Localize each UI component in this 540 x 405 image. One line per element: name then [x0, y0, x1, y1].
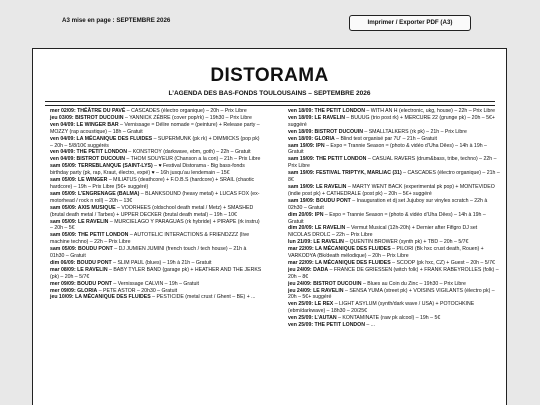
- entry-details: – Inauguration et dj set Jujuboy sur vinyles scratch – 22h à 02h30 – Gratuit: [288, 197, 488, 211]
- agenda-entry: [288, 225, 500, 239]
- entry-details: – PETE ASTOR – 20h30 – Gratuit: [97, 287, 178, 294]
- page-title: DISTORAMA: [210, 65, 329, 86]
- agenda-entry: [50, 294, 262, 301]
- entry-details: – VOORHEES (oldschool death metal / Metz) + SMASHED (brutal death metal / Tarbes) + UPPER DECKER (brutal death metal) – 19h – 10€: [50, 204, 254, 218]
- entry-date-venue: sam 19/09: THE PETIT LONDON: [288, 156, 367, 163]
- entry-details: – SUPERMUNK (pk rk) + DIMMICKS (pop pk) – 20h – 5/8/10€ suggérés: [50, 135, 260, 149]
- entry-details: – YANNICK ZÉBRE (cover pop/rk) – 19h30 – Prix Libre: [123, 114, 252, 121]
- agenda-entry: [50, 177, 262, 191]
- entry-details: – PILORI (Bk hxc crust death, Rouen) + VARKODYA (Bk/death mélodique) – 20h – Prix Libre: [288, 246, 484, 260]
- entry-details: – KONSTROY (darkwave, ebm, goth) – 22h – Gratuit: [126, 149, 251, 156]
- entry-date-venue: sam 05/09: THE PETIT LONDON: [50, 232, 129, 239]
- page-subtitle: L’AGENDA DES BAS-FONDS TOULOUSAINS – SEPTEMBRE 2026: [168, 90, 371, 97]
- divider-bottom: [45, 105, 495, 106]
- agenda-entry: [288, 281, 500, 288]
- print-export-pdf-button[interactable]: Imprimer / Exporter PDF (A3): [349, 15, 471, 31]
- entry-date-venue: mer 02/09: THÉÂTRE DU PAVÉ: [50, 108, 126, 114]
- agenda-entry: [288, 315, 500, 322]
- agenda-entry: [50, 149, 262, 156]
- entry-date-venue: ven 18/09: BISTROT DUCOUIN: [288, 128, 363, 135]
- entry-details: – THOM SOUYEUR (Chanson a la con) – 21h – Prix Libre: [124, 156, 261, 163]
- entry-date-venue: mer 09/09: BOUDU PONT: [50, 280, 112, 287]
- agenda-entry: [50, 246, 262, 260]
- agenda-entry: [288, 260, 500, 267]
- entry-date-venue: jeu 24/09: DADA: [288, 266, 329, 273]
- agenda-entry: [288, 156, 500, 170]
- agenda-entry: [288, 184, 500, 198]
- entry-date-venue: jeu 10/09: LA MÉCANIQUE DES FLUIDES: [50, 294, 151, 301]
- entry-date-venue: sam 05/09: L’ENGRENAGE (BALMA): [50, 190, 140, 197]
- agenda-entry: [288, 198, 500, 212]
- agenda-entry: [288, 115, 500, 129]
- agenda-entry: [50, 281, 262, 288]
- a3-sheet: [32, 48, 507, 405]
- agenda-entry: [50, 191, 262, 205]
- entry-date-venue: sam 19/09: LE RAVELIN: [288, 183, 347, 190]
- entry-details: – CASCADES (électro organique) – 21h – 8€: [288, 170, 500, 184]
- agenda-entry: [288, 212, 500, 226]
- divider-top: [45, 101, 495, 102]
- entry-date-venue: sam 05/09: AXIS MUSIQUE: [50, 204, 116, 211]
- entry-date-venue: mar 22/09: LA MÉCANIQUE DES FLUIDES: [288, 259, 391, 266]
- entry-details: – CASUAL RAVERS (drum&bass, tribe, techno) – 22h – Prix Libre: [288, 156, 497, 170]
- entry-details: – Expo ≈ Trannie Season ≈ (photo & vidéo d’Uha Dêes) – 14h à 19h – Gratuit: [288, 211, 486, 225]
- agenda-entry: [50, 136, 262, 150]
- entry-details: – SENSA YUMA (street pk) + VOISINS VIGILANTS (électro pk) – 20h – 5€+ suggéré: [288, 287, 495, 301]
- entry-date-venue: sam 19/09: FESTIVAL TRIPTYK, MARLIAC (31): [288, 170, 402, 177]
- entry-details: – LIGHT ASYLUM (synth/dark wave / USA) + POTOCHKINE (ebm/darkwave) – 18h30 – 20/25€: [288, 301, 475, 315]
- entry-date-venue: ven 25/09: THE PETIT LONDON: [288, 322, 365, 329]
- agenda-entry: [50, 122, 262, 136]
- entry-date-venue: sam 05/09: LE WINGER: [50, 177, 108, 184]
- entry-date-venue: ven 04/09: LA MÉCANIQUE DES FLUIDES: [50, 135, 153, 142]
- entry-date-venue: dim 20/09: IPN: [288, 211, 324, 218]
- agenda-entry: [288, 246, 500, 260]
- entry-details: – ♥ Festival Distorama - Big bass-fonds birthday party (pk, rap, Kraut, électro, expé) ♥ – 16h jusqu’au lendemain – 15€: [50, 163, 245, 177]
- agenda-entry: [288, 267, 500, 281]
- entry-date-venue: ven 18/09: LE RAVELIN: [288, 114, 345, 121]
- entry-date-venue: mar 22/09: LA MÉCANIQUE DES FLUIDES: [288, 246, 391, 253]
- agenda-entry: [288, 143, 500, 157]
- entry-details: – Vernissage ≈ Délire nomade ≈ (peinture) + Release party – MOZZY (rap acoustique) – 18h – Gratuit: [50, 121, 260, 135]
- agenda-entry: [288, 108, 500, 115]
- entry-date-venue: ven 04/09: LE WINGER BAR: [50, 121, 119, 128]
- entry-details: – DJ JUMIEN JUMINI (french touch / tech house) – 21h à 01h30 – Gratuit: [50, 246, 247, 260]
- entry-date-venue: lun 21/09: LE RAVELIN: [288, 239, 344, 246]
- entry-details: – Vernissage CALVIN – 19h – Gratuit: [111, 280, 199, 287]
- agenda-entry: [288, 288, 500, 302]
- entry-details: – BLANKSOUND (heavy metal) + LUCAS FOX (ex-motorhead / rock n roll) – 20h – 13€: [50, 190, 260, 204]
- entry-date-venue: sam 05/09: TERREBLANQUE (SAINT-LYS): [50, 163, 153, 170]
- agenda-entry: [288, 129, 500, 136]
- agenda-entry: [50, 163, 262, 177]
- entry-details: – SMALLTALKERS (rk pk) – 21h – Prix Libre: [362, 128, 467, 135]
- entry-date-venue: ven 25/09: L’AUTAN: [288, 315, 337, 322]
- entry-date-venue: ven 04/09: BISTROT DUCOUIN: [50, 156, 125, 163]
- entry-date-venue: jeu 03/09: BISTROT DUCOUIN: [50, 114, 124, 121]
- entry-details: – KONTAMINATE (raw pk alcool) – 19h – 5€: [336, 315, 441, 322]
- entry-details: – FRANCE DE GRIESSEN (witch folk) + FRANK RABEYROLLES (folk) – 20h – 8€: [288, 266, 499, 280]
- entry-date-venue: ven 04/09: THE PETIT LONDON: [50, 149, 127, 156]
- agenda-entry: [50, 108, 262, 115]
- entry-date-venue: jeu 24/09: LE RAVELIN: [288, 287, 344, 294]
- entry-date-venue: mer 09/09: GLORIA: [50, 287, 98, 294]
- entry-details: – MARTY WENT BACK (experimental pk pop) + MONTEVIDEO (indie post pk) + CATHEDRALE (post pk) – 20h – 5€+ suggéré: [288, 183, 495, 197]
- entry-details: – BABY TYLER BAND (garage pk) + HEATHER AND THE JERKS (pk) – 20h – 5/7€: [50, 266, 262, 280]
- agenda-entry: [288, 322, 500, 329]
- entry-details: – QUENTIN BROWER (synth pk) + TBD – 20h – 5/7€: [343, 239, 469, 246]
- agenda-entry: [288, 136, 500, 143]
- entry-details: – AUTOTELIC INTERACTIONS & FRIENDZZZ (live machine techno) – 22h – Prix Libre: [50, 232, 250, 246]
- agenda-entry: [50, 232, 262, 246]
- layout-mode-label: A3 mise en page : SEPTEMBRE 2026: [62, 17, 171, 24]
- entry-date-venue: sam 05/09: LE RAVELIN: [50, 218, 109, 225]
- entry-date-venue: sam 05/09: BOUDU PONT: [50, 246, 113, 253]
- entry-details: – Blues au Coin du Zinc – 19h30 – Prix Libre: [361, 280, 466, 287]
- entry-details: – WITH AN H (electronic, ukg, house) – 22h – Prix Libre: [364, 108, 495, 114]
- entry-details: – MURCIELAGO Y PARAGUAS (rk hybride) + PIRAPE (rk instru) – 20h – 5€: [50, 218, 260, 232]
- entry-date-venue: dim 06/09: BOUDU PONT: [50, 259, 112, 266]
- agenda-entry: [50, 156, 262, 163]
- agenda-entry: [50, 205, 262, 219]
- entry-date-venue: sam 19/09: IPN: [288, 142, 325, 149]
- entry-details: – MILIATUS (deathcore) + F.O.B.S (hardcore) + SRAIL (chaotic hardcore) – 19h – Prix Libre (5€+ suggéré): [50, 177, 255, 190]
- entry-date-venue: ven 25/09: LE REX: [288, 301, 334, 308]
- entry-date-venue: mar 08/09: LE RAVELIN: [50, 266, 108, 273]
- entry-details: – BUUUG (trio post rk) + MERCURE 22 (grunge pk) – 20h – 5€+ suggéré: [288, 114, 495, 128]
- agenda-entry: [50, 267, 262, 281]
- entry-date-venue: sam 19/09: BOUDU PONT: [288, 197, 351, 204]
- entry-details: – PESTICIDE (metal crust / Ghent – BE) + ...: [150, 294, 256, 301]
- agenda-column-right: [288, 108, 500, 329]
- entry-date-venue: ven 18/09: GLORIA: [288, 135, 335, 142]
- entry-details: – Vermut Musical (12h-20h) + Dernier after Fifigro DJ set NICOLAS DROLC – 22h – Prix Libre: [288, 225, 478, 239]
- entry-details: – ...: [364, 322, 376, 329]
- entry-date-venue: jeu 24/09: BISTROT DUCOUIN: [288, 280, 362, 287]
- entry-date-venue: ven 18/09: THE PETIT LONDON: [288, 108, 365, 114]
- entry-date-venue: dim 20/09: LE RAVELIN: [288, 225, 346, 232]
- agenda-entry: [50, 260, 262, 267]
- entry-details: – Expo ≈ Trannie Season ≈ (photo & vidéo d’Uha Dêes) – 14h à 19h – Gratuit: [288, 142, 487, 156]
- agenda-entry: [288, 170, 500, 184]
- agenda-entry: [50, 115, 262, 122]
- entry-details: – Blind test organisé par 7U' – 21h – Gratuit: [334, 135, 437, 142]
- agenda-entry: [50, 219, 262, 233]
- agenda-column-left: [50, 108, 262, 301]
- entry-details: – SLIM PAUL (blues) – 19h à 21h – Gratuit: [111, 259, 212, 266]
- agenda-entry: [288, 301, 500, 315]
- entry-details: – CASCADES (électro organique) – 20h – Prix Libre: [125, 108, 247, 114]
- entry-details: – SCOOP (pk hxc, CZ) + Guest – 20h – 5/7€: [390, 259, 495, 266]
- top-bar: [0, 0, 540, 44]
